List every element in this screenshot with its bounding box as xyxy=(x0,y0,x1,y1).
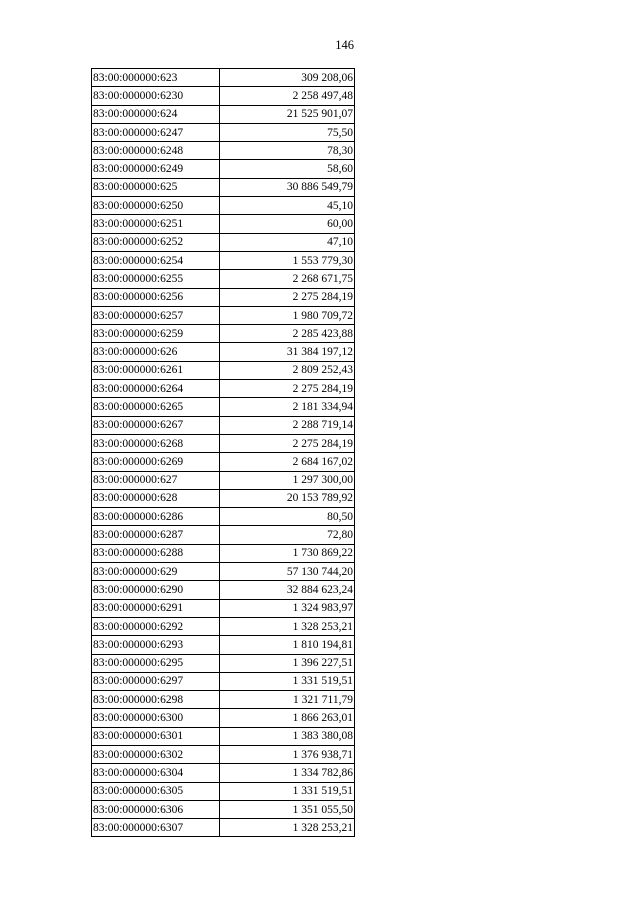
cadastral-number-cell: 83:00:000000:6268 xyxy=(92,434,220,452)
cadastral-number-cell: 83:00:000000:6267 xyxy=(92,416,220,434)
table-row xyxy=(92,599,355,617)
table-row xyxy=(92,782,355,800)
value-cell: 1 376 938,71 xyxy=(220,745,355,763)
cadastral-number-cell: 83:00:000000:6290 xyxy=(92,581,220,599)
cadastral-number-cell: 83:00:000000:625 xyxy=(92,178,220,196)
value-cell: 2 684 167,02 xyxy=(220,453,355,471)
value-cell: 45,10 xyxy=(220,197,355,215)
table-row xyxy=(92,819,355,837)
cadastral-number-cell: 83:00:000000:6307 xyxy=(92,819,220,837)
cadastral-number-cell: 83:00:000000:624 xyxy=(92,105,220,123)
value-cell: 20 153 789,92 xyxy=(220,489,355,507)
table-row xyxy=(92,69,355,87)
table-row xyxy=(92,105,355,123)
value-cell: 2 258 497,48 xyxy=(220,87,355,105)
value-cell: 78,30 xyxy=(220,142,355,160)
table-row xyxy=(92,178,355,196)
cadastral-number-cell: 83:00:000000:6264 xyxy=(92,380,220,398)
cadastral-number-cell: 83:00:000000:626 xyxy=(92,343,220,361)
cadastral-number-cell: 83:00:000000:6248 xyxy=(92,142,220,160)
value-cell: 30 886 549,79 xyxy=(220,178,355,196)
cadastral-number-cell: 83:00:000000:6293 xyxy=(92,636,220,654)
page-number: 146 xyxy=(335,38,354,52)
table-row xyxy=(92,270,355,288)
cadastral-number-cell: 83:00:000000:629 xyxy=(92,563,220,581)
value-cell: 1 331 519,51 xyxy=(220,672,355,690)
table-row xyxy=(92,306,355,324)
cadastral-number-cell: 83:00:000000:627 xyxy=(92,471,220,489)
value-cell: 1 297 300,00 xyxy=(220,471,355,489)
value-cell: 1 810 194,81 xyxy=(220,636,355,654)
cadastral-number-cell: 83:00:000000:6300 xyxy=(92,709,220,727)
value-cell: 1 396 227,51 xyxy=(220,654,355,672)
table-row xyxy=(92,197,355,215)
cadastral-number-cell: 83:00:000000:6287 xyxy=(92,526,220,544)
cadastral-number-cell: 83:00:000000:6306 xyxy=(92,800,220,818)
value-cell: 2 275 284,19 xyxy=(220,434,355,452)
table-row xyxy=(92,288,355,306)
table-row xyxy=(92,654,355,672)
value-cell: 1 730 869,22 xyxy=(220,544,355,562)
cadastral-number-cell: 83:00:000000:6257 xyxy=(92,306,220,324)
value-cell: 32 884 623,24 xyxy=(220,581,355,599)
value-cell: 1 321 711,79 xyxy=(220,691,355,709)
table-row xyxy=(92,123,355,141)
table-row xyxy=(92,800,355,818)
value-cell: 2 285 423,88 xyxy=(220,325,355,343)
table-row xyxy=(92,398,355,416)
cadastral-number-cell: 83:00:000000:6252 xyxy=(92,233,220,251)
table-row xyxy=(92,160,355,178)
table-row xyxy=(92,563,355,581)
value-cell: 1 383 380,08 xyxy=(220,727,355,745)
cadastral-number-cell: 83:00:000000:6254 xyxy=(92,251,220,269)
table-row xyxy=(92,636,355,654)
cadastral-number-cell: 83:00:000000:6256 xyxy=(92,288,220,306)
cadastral-value-table xyxy=(91,68,355,837)
cadastral-number-cell: 83:00:000000:6230 xyxy=(92,87,220,105)
table-row xyxy=(92,142,355,160)
cadastral-number-cell: 83:00:000000:6261 xyxy=(92,361,220,379)
table-row xyxy=(92,453,355,471)
value-cell: 21 525 901,07 xyxy=(220,105,355,123)
cadastral-number-cell: 83:00:000000:628 xyxy=(92,489,220,507)
cadastral-number-cell: 83:00:000000:623 xyxy=(92,69,220,87)
cadastral-number-cell: 83:00:000000:6288 xyxy=(92,544,220,562)
value-cell: 2 268 671,75 xyxy=(220,270,355,288)
table-row xyxy=(92,764,355,782)
table-row xyxy=(92,416,355,434)
cadastral-number-cell: 83:00:000000:6304 xyxy=(92,764,220,782)
value-cell: 1 324 983,97 xyxy=(220,599,355,617)
table-row xyxy=(92,727,355,745)
cadastral-number-cell: 83:00:000000:6305 xyxy=(92,782,220,800)
table-row xyxy=(92,581,355,599)
table-row xyxy=(92,380,355,398)
value-cell: 1 328 253,21 xyxy=(220,819,355,837)
cadastral-number-cell: 83:00:000000:6259 xyxy=(92,325,220,343)
table-row xyxy=(92,434,355,452)
table-row xyxy=(92,325,355,343)
value-cell: 1 334 782,86 xyxy=(220,764,355,782)
value-cell: 1 351 055,50 xyxy=(220,800,355,818)
table-row xyxy=(92,544,355,562)
value-cell: 72,80 xyxy=(220,526,355,544)
table-row xyxy=(92,617,355,635)
value-cell: 31 384 197,12 xyxy=(220,343,355,361)
table-row xyxy=(92,87,355,105)
value-cell: 1 331 519,51 xyxy=(220,782,355,800)
value-cell: 2 809 252,43 xyxy=(220,361,355,379)
cadastral-number-cell: 83:00:000000:6249 xyxy=(92,160,220,178)
value-cell: 1 553 779,30 xyxy=(220,251,355,269)
value-cell: 60,00 xyxy=(220,215,355,233)
value-cell: 1 328 253,21 xyxy=(220,617,355,635)
table-row xyxy=(92,343,355,361)
value-cell: 2 288 719,14 xyxy=(220,416,355,434)
table-row xyxy=(92,709,355,727)
cadastral-number-cell: 83:00:000000:6255 xyxy=(92,270,220,288)
cadastral-number-cell: 83:00:000000:6286 xyxy=(92,508,220,526)
cadastral-number-cell: 83:00:000000:6301 xyxy=(92,727,220,745)
table-row xyxy=(92,526,355,544)
table-row xyxy=(92,471,355,489)
table-row xyxy=(92,233,355,251)
cadastral-number-cell: 83:00:000000:6247 xyxy=(92,123,220,141)
value-cell: 75,50 xyxy=(220,123,355,141)
cadastral-number-cell: 83:00:000000:6297 xyxy=(92,672,220,690)
cadastral-number-cell: 83:00:000000:6292 xyxy=(92,617,220,635)
value-cell: 309 208,06 xyxy=(220,69,355,87)
value-cell: 47,10 xyxy=(220,233,355,251)
value-cell: 2 275 284,19 xyxy=(220,288,355,306)
cadastral-number-cell: 83:00:000000:6265 xyxy=(92,398,220,416)
value-cell: 57 130 744,20 xyxy=(220,563,355,581)
table-row xyxy=(92,489,355,507)
cadastral-number-cell: 83:00:000000:6295 xyxy=(92,654,220,672)
cadastral-number-cell: 83:00:000000:6251 xyxy=(92,215,220,233)
table-row xyxy=(92,361,355,379)
table-body xyxy=(92,69,355,837)
table-row xyxy=(92,691,355,709)
value-cell: 2 181 334,94 xyxy=(220,398,355,416)
value-cell: 1 866 263,01 xyxy=(220,709,355,727)
cadastral-number-cell: 83:00:000000:6250 xyxy=(92,197,220,215)
cadastral-number-cell: 83:00:000000:6291 xyxy=(92,599,220,617)
cadastral-number-cell: 83:00:000000:6302 xyxy=(92,745,220,763)
table-row xyxy=(92,745,355,763)
table-row xyxy=(92,251,355,269)
cadastral-number-cell: 83:00:000000:6269 xyxy=(92,453,220,471)
value-cell: 80,50 xyxy=(220,508,355,526)
table-row xyxy=(92,215,355,233)
table-row xyxy=(92,672,355,690)
cadastral-number-cell: 83:00:000000:6298 xyxy=(92,691,220,709)
value-cell: 58,60 xyxy=(220,160,355,178)
value-cell: 1 980 709,72 xyxy=(220,306,355,324)
table-row xyxy=(92,508,355,526)
value-cell: 2 275 284,19 xyxy=(220,380,355,398)
